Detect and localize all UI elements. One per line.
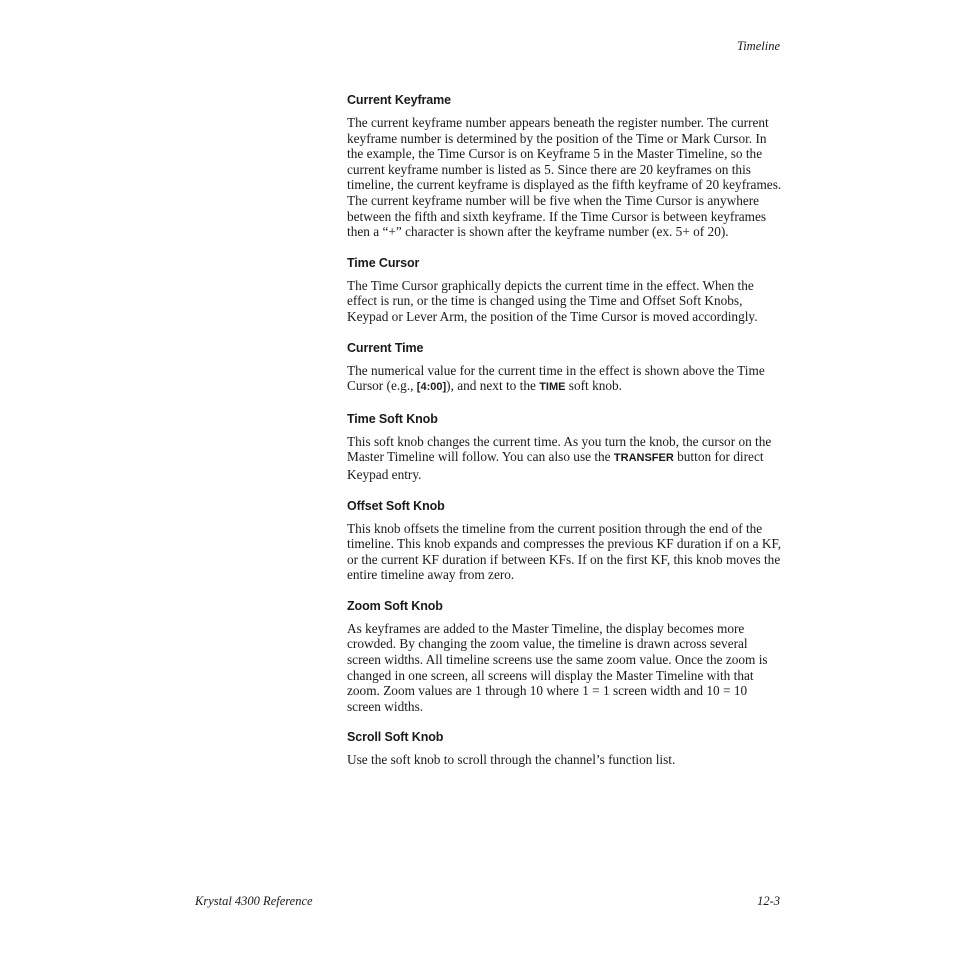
section-body-time-soft-knob [347, 434, 783, 483]
transfer-button-label: TRANSFER [613, 452, 674, 465]
current-time-text-1: The numerical value for the current time in the effect is shown above the Time Cursor (e.g., [347, 362, 765, 394]
section-heading-offset-soft-knob: Offset Soft Knob [347, 498, 445, 513]
footer-page-number: 12-3 [757, 894, 780, 908]
running-head: Timeline [736, 39, 780, 53]
section-heading-time-cursor: Time Cursor [347, 255, 420, 270]
current-time-text-3: soft knob. [565, 378, 622, 394]
current-time-text-2: ), and next to the [446, 378, 540, 394]
section-heading-current-keyframe: Current Keyframe [347, 93, 451, 107]
section-body-offset-soft-knob: This knob offsets the timeline from the current position through the end of the timeline. This knob expands and compresses the previous KF duration if on a KF, or the current KF duration if between KFs. If on the first KF, this knob moves the entire timeline away from zero. [347, 520, 782, 583]
section-body-current-time [347, 363, 783, 396]
time-soft-knob-text-2: button for direct Keypad entry. [347, 449, 764, 482]
page-content [347, 92, 783, 783]
time-knob-label: TIME [539, 381, 566, 394]
section-body-current-keyframe: The current keyframe number appears beneath the register number. The current keyframe number is determined by the position of the Time or Mark Cursor. In the example, the Time Cursor is on Keyframe 5 in the Master Timeline, so the current keyframe number is listed as 5. Since there are 20 keyframes on this timeline, the current keyframe is displayed as the fifth keyframe of 20 keyframes. The current keyframe number will be five when the Time Cursor is anywhere between the fifth and sixth keyframe. If the Time Cursor is between keyframes then a “+” character is shown after the keyframe number (ex. 5+ of 20). [347, 115, 782, 240]
section-heading-scroll-soft-knob: Scroll Soft Knob [347, 730, 444, 745]
section-heading-zoom-soft-knob: Zoom Soft Knob [347, 598, 443, 613]
section-body-time-cursor: The Time Cursor graphically depicts the current time in the effect. When the effect is run, or the time is changed using the Time and Offset Soft Knobs, Keypad or Lever Arm, the position of the Time Cursor is moved accordingly. [347, 277, 758, 324]
section-body-zoom-soft-knob: As keyframes are added to the Master Timeline, the display becomes more crowded. By changing the zoom value, the timeline is drawn across several screen widths. All timeline screens use the same zoom value. Once the zoom is changed in one screen, all screens will display the Master Timeline with that zoom. Zoom values are 1 through 10 where 1 = 1 screen width and 10 = 10 screen widths. [347, 620, 768, 714]
section-heading-current-time: Current Time [347, 340, 424, 355]
time-soft-knob-text-1: This soft knob changes the current time. As you turn the knob, the cursor on the Master Timeline will follow. You can also use the [347, 433, 772, 465]
section-heading-time-soft-knob: Time Soft Knob [347, 411, 438, 426]
section-body-scroll-soft-knob: Use the soft knob to scroll through the channel’s function list. [347, 752, 676, 768]
time-example-value: [4:00] [416, 381, 447, 394]
footer-book-title: Krystal 4300 Reference [195, 894, 313, 908]
